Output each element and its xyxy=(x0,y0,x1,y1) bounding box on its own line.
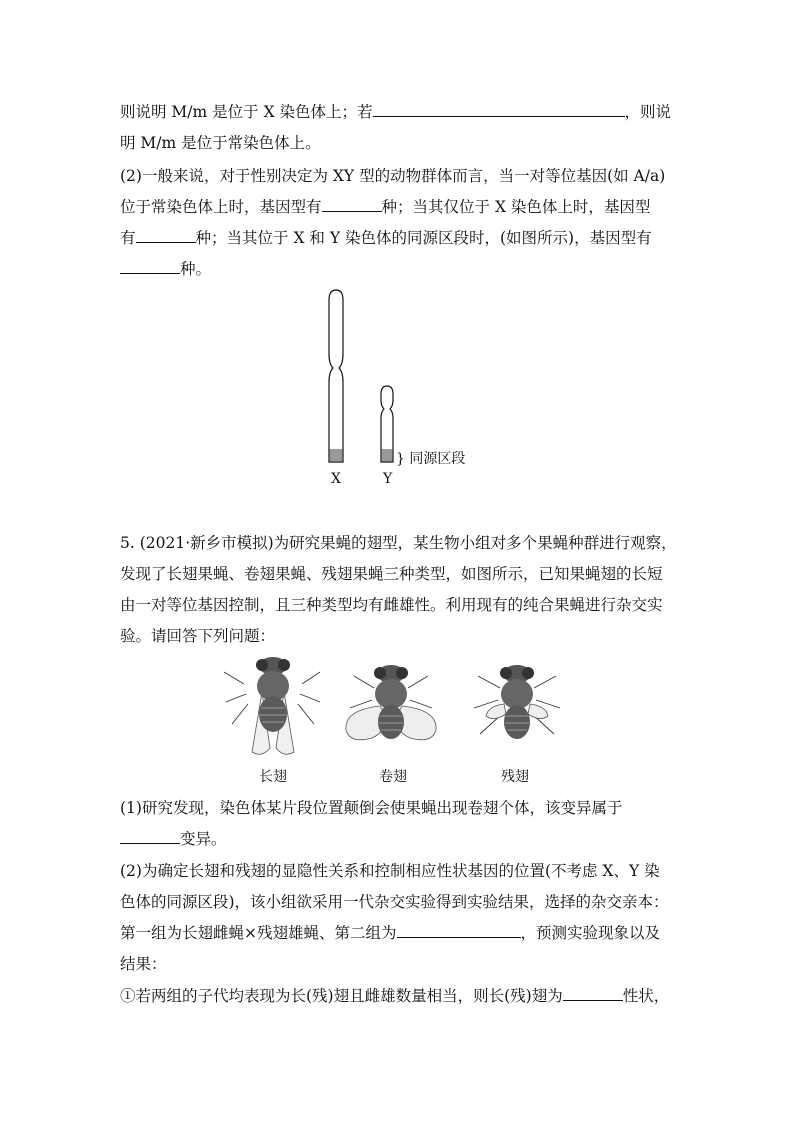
vestigial-wing-label: 残翅 xyxy=(501,769,529,785)
answer-blank[interactable] xyxy=(563,986,623,1001)
question-line: 5. (2021·新乡市模拟)为研究果蝇的翅型，某生物小组对多个果蝇种群进行观察， xyxy=(120,534,677,552)
answer-blank[interactable] xyxy=(120,829,180,844)
question-line: 第一组为长翅雌蝇×残翅雄蝇、第二组为 ，预测实验现象以及 xyxy=(120,924,661,942)
text-line: 有 种；当其位于 X 和 Y 染色体的同源区段时，(如图所示)，基因型有 xyxy=(120,229,652,247)
question-line: 色体的同源区段)，该小组欲采用一代杂交实验得到实验结果，选择的杂交亲本： xyxy=(120,893,669,911)
answer-blank[interactable] xyxy=(397,923,521,938)
curly-wing-fly-illustration xyxy=(340,660,442,760)
x-chromosome xyxy=(329,290,343,462)
text-line: 明 M/m 是位于常染色体上。 xyxy=(120,134,321,152)
question-line: (1)研究发现，染色体某片段位置颠倒会使果蝇出现卷翅个体，该变异属于 xyxy=(120,799,623,817)
question-line: 由一对等位基因控制，且三种类型均有雌雄性。利用现有的纯合果蝇进行杂交实 xyxy=(120,596,663,614)
answer-blank[interactable] xyxy=(136,228,196,243)
chromosome-diagram xyxy=(318,286,478,471)
text-line: 则说明 M/m 是位于 X 染色体上；若 ，则说 xyxy=(120,103,672,121)
question-line: 结果： xyxy=(120,955,167,973)
text-line: 位于常染色体上时，基因型有 种；当其仅位于 X 染色体上时，基因型 xyxy=(120,198,651,216)
y-homologous-segment xyxy=(382,449,393,461)
answer-blank[interactable] xyxy=(120,259,180,274)
y-label: Y xyxy=(383,471,393,487)
question-line: 变异。 xyxy=(120,829,227,849)
x-homologous-segment xyxy=(330,449,343,461)
question-line: (2)为确定长翅和残翅的显隐性关系和控制相应性状基因的位置(不考虑 X、Y 染 xyxy=(120,862,660,880)
homologous-region-label: } 同源区段 xyxy=(396,451,466,467)
long-wing-fly-illustration xyxy=(222,652,324,760)
long-wing-label: 长翅 xyxy=(259,769,287,785)
answer-blank[interactable] xyxy=(322,197,382,212)
x-label: X xyxy=(331,471,341,487)
text-line: (2)一般来说，对于性别决定为 XY 型的动物群体而言，当一对等位基因(如 A/a) xyxy=(120,167,666,185)
vestigial-wing-fly-illustration xyxy=(466,660,568,760)
question-line: 验。请回答下列问题： xyxy=(120,627,276,645)
question-line: 发现了长翅果蝇、卷翅果蝇、残翅果蝇三种类型，如图所示，已知果蝇翅的长短 xyxy=(120,565,663,583)
text-line: 种。 xyxy=(120,259,211,279)
question-line: ①若两组的子代均表现为长(残)翅且雌雄数量相当，则长(残)翅为 性状， xyxy=(120,987,670,1005)
answer-blank[interactable] xyxy=(373,102,625,117)
curly-wing-label: 卷翅 xyxy=(379,769,407,785)
